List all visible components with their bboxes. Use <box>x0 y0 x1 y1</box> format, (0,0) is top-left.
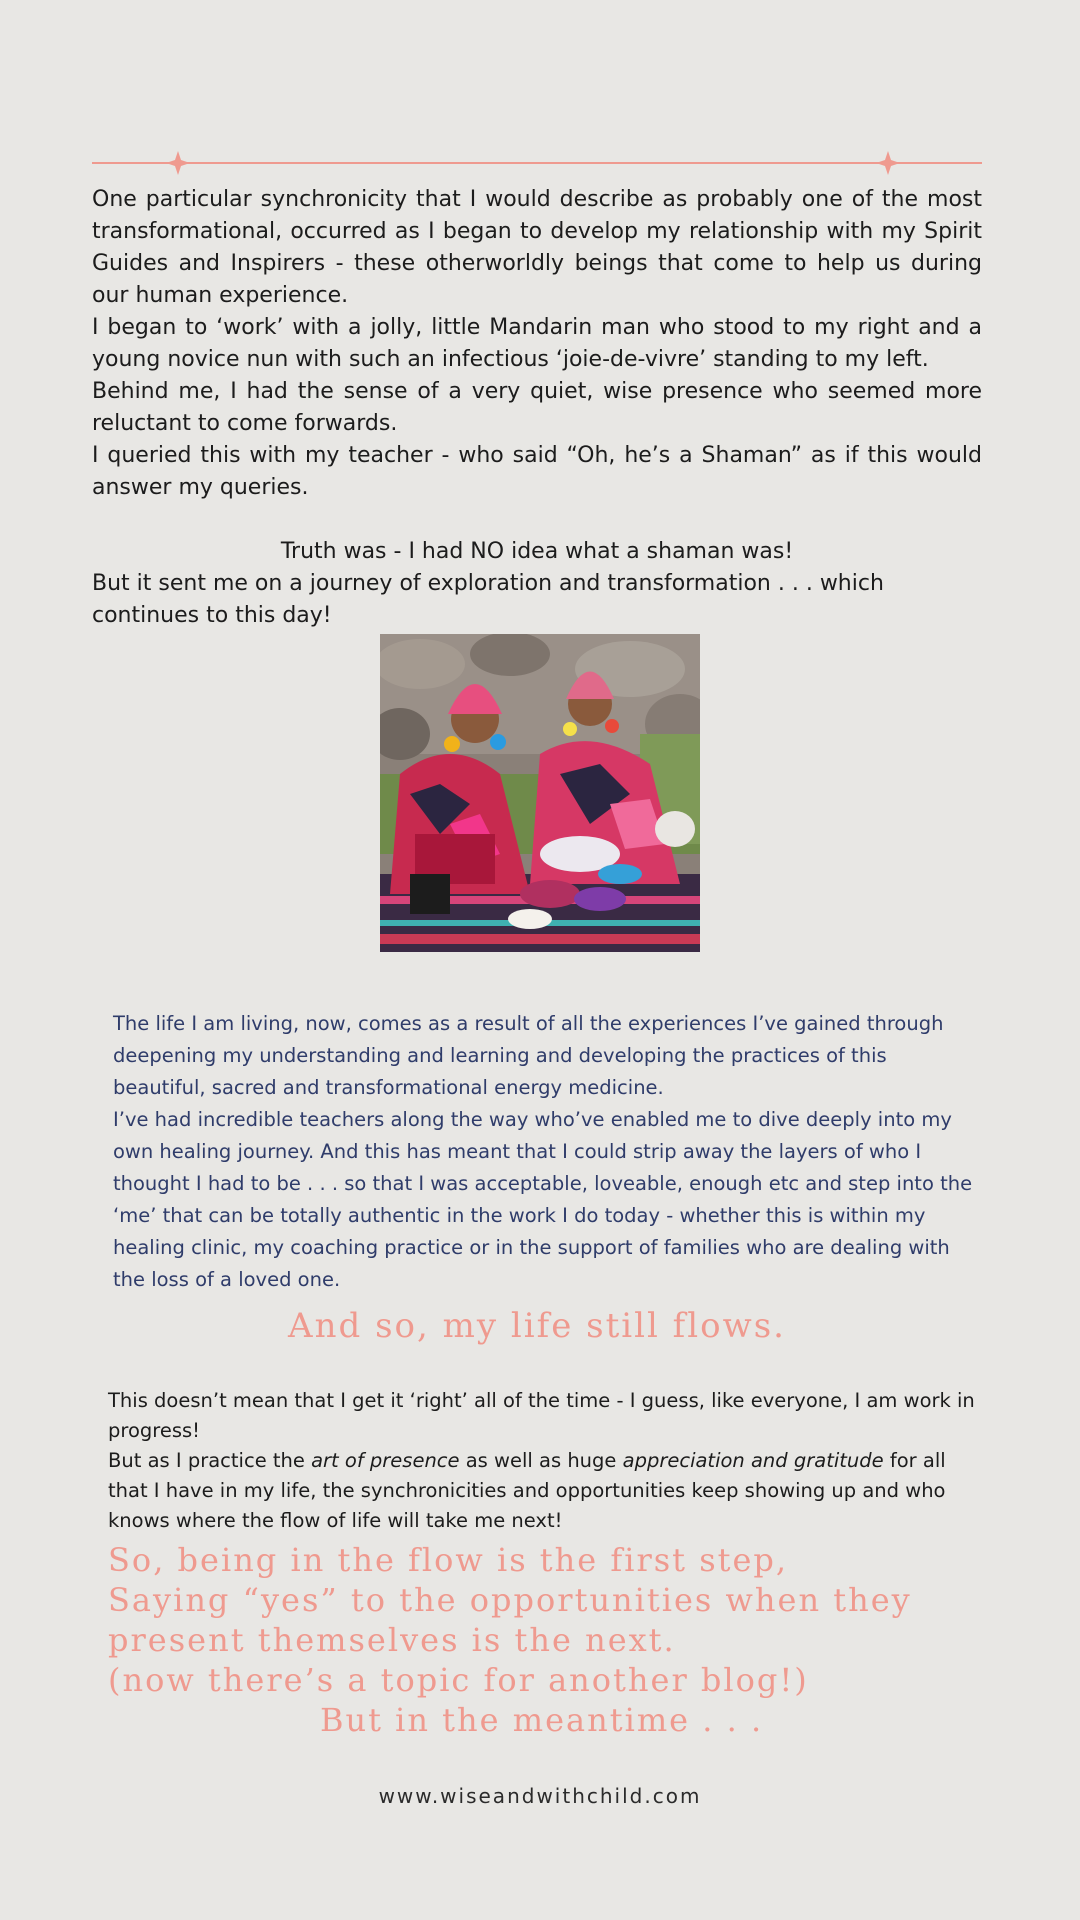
website-link[interactable]: www.wiseandwithchild.com <box>378 1784 702 1808</box>
closing-line: But in the meantime . . . <box>320 1701 764 1739</box>
sparkle-icon <box>166 151 190 175</box>
truth-section <box>92 536 982 632</box>
closing-line: (now there’s a topic for another blog!) <box>108 1661 809 1699</box>
reflection-paragraph: The life I am living, now, comes as a result of all the experiences I’ve gained through deepening my understanding and learning and developing the practices of this beautiful, sacred and transformational energy medicine. <box>113 1012 944 1099</box>
decorative-divider <box>92 150 982 176</box>
appreciation-and-gratitude: appreciation and gratitude <box>622 1449 884 1472</box>
intro-paragraph: I queried this with my teacher - who said “Oh, he’s a Shaman” as if this would answer my queries. <box>92 443 982 500</box>
shamans-photo <box>380 634 700 952</box>
sparkle-icon <box>876 151 900 175</box>
closing-quote <box>108 1540 988 1740</box>
intro-paragraph: Behind me, I had the sense of a very quiet, wise presence who seemed more reluctant to come forwards. <box>92 379 982 436</box>
practice-text <box>108 1386 988 1536</box>
intro-text <box>92 184 982 504</box>
closing-line: present themselves is the next. <box>108 1621 676 1659</box>
intro-paragraph: I began to ‘work’ with a jolly, little Mandarin man who stood to my right and a young novice nun with such an infectious ‘joie-de-vivre’ standing to my left. <box>92 315 982 372</box>
truth-line: Truth was - I had NO idea what a shaman was! <box>280 539 794 564</box>
reflection-text <box>113 1008 983 1296</box>
art-of-presence: art of presence <box>311 1449 460 1472</box>
journey-line: But it sent me on a journey of exploration and transformation . . . which continues to this day! <box>92 571 884 628</box>
practice-paragraph: This doesn’t mean that I get it ‘right’ all of the time - I guess, like everyone, I am work in progress! <box>108 1389 975 1442</box>
reflection-paragraph: I’ve had incredible teachers along the way who’ve enabled me to dive deeply into my own healing journey. And this has meant that I could strip away the layers of who I thought I had to be . . . so that I was acceptable, loveable, enough etc and step into the ‘me’ that can be totally authentic in the work I do today - whether this is within my healing clinic, my coaching practice or in the support of families who are dealing with the loss of a loved one. <box>113 1108 973 1291</box>
flows-heading: And so, my life still flows. <box>288 1306 786 1346</box>
intro-paragraph: One particular synchronicity that I would describe as probably one of the most transformational, occurred as I began to develop my relationship with my Spirit Guides and Inspirers - these otherworldly beings that come to help us during our human experience. <box>92 187 982 308</box>
closing-line: Saying “yes” to the opportunities when they <box>108 1581 912 1619</box>
closing-line: So, being in the flow is the first step, <box>108 1541 789 1579</box>
practice-paragraph: But as I practice the art of presence as well as huge appreciation and gratitude for all that I have in my life, the synchronicities and opportunities keep showing up and who knows where the flow of life will take me next! <box>108 1449 946 1532</box>
